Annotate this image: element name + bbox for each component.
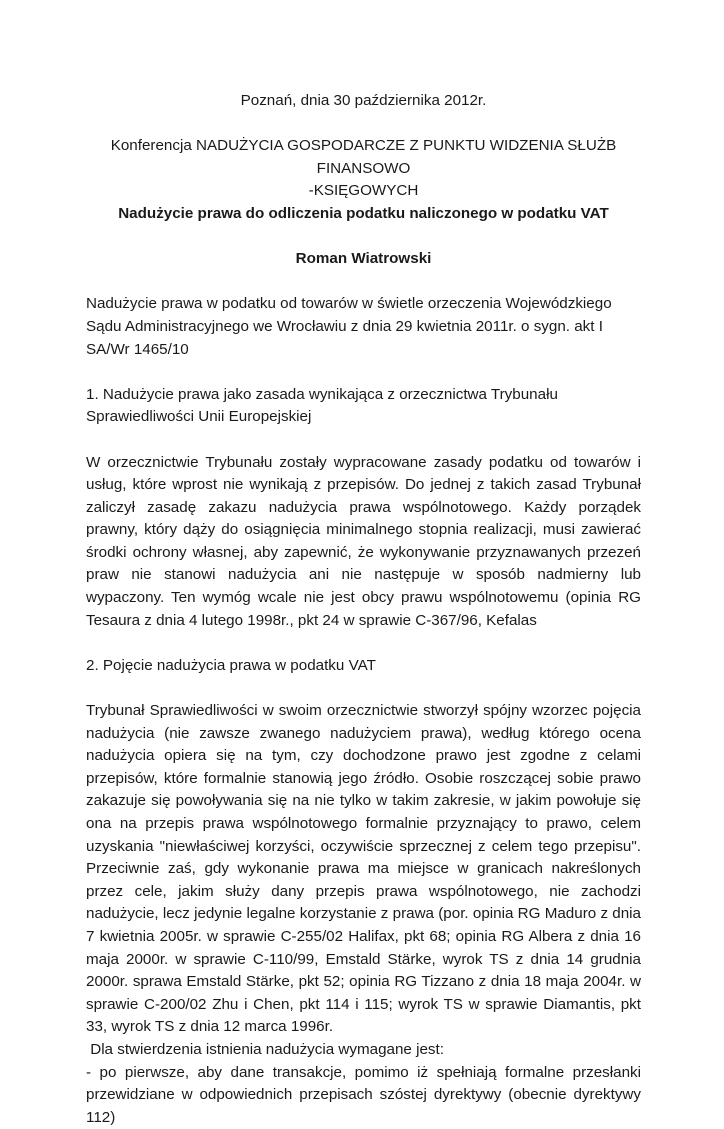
section1-body: W orzecznictwie Trybunału zostały wypracowane zasady podatku od towarów i usług, które wprost nie wynikają z przepisów. Do jednej z takich zasad Trybunał zaliczył zasadę zakazu nadużycia prawa wspólnotowego. Każdy porządek prawny, który dąży do osiągnięcia minimalnego stopnia realizacji, musi zawierać środki ochrony własnej, aby zapewnić, że wykonywanie przyznawanych przezeń praw nie stanowi nadużycia ani nie następuje w sposób nadmierny lub wypaczony. Ten wymóg wcale nie jest obcy prawu wspólnotowemu (opinia RG Tesaura z dnia 4 lutego 1998r., pkt 24 w sprawie C-367/96, Kefalas	[86, 453, 641, 629]
author-name: Roman Wiatrowski	[295, 250, 432, 268]
conference-line-continued: -KSIĘGOWYCH	[308, 182, 419, 200]
document-title: Nadużycie prawa do odliczenia podatku naliczonego w podatku VAT	[118, 204, 609, 222]
document-page	[86, 90, 641, 1129]
requirements-intro: Dla stwierdzenia istnienia nadużycia wymagane jest:	[86, 1040, 444, 1058]
date-line: Poznań, dnia 30 października 2012r.	[240, 92, 487, 109]
conference-line: Konferencja NADUŻYCIA GOSPODARCZE Z PUNKTU WIDZENIA SŁUŻB FINANSOWO	[110, 137, 617, 177]
section2-heading: 2. Pojęcie nadużycia prawa w podatku VAT	[86, 656, 376, 674]
section1-heading: 1. Nadużycie prawa jako zasada wynikająca z orzecznictwa Trybunału Sprawiedliwości Unii Europejskiej	[86, 385, 558, 426]
section2-body: Trybunał Sprawiedliwości w swoim orzecznictwie stworzył spójny wzorzec pojęcia nadużycia (nie zawsze zwanego nadużyciem prawa), według którego ocena nadużycia opiera się na tym, czy dochodzone prawo jest zgodne z celami przepisów, które formalnie stanowią jego źródło. Osobie roszczącej sobie prawo zakazuje się powoływania się na nie tylko w takim zakresie, w jakim powołuje się ona na przepis prawa wspólnotowego formalnie przyznający to prawo, celem uzyskania "niewłaściwej korzyści, oczywiście sprzecznej z celem tego przepisu". Przeciwnie zaś, gdy wykonanie prawa ma miejsce w granicach nakreślonych przez cele, jakim służy dany przepis prawa wspólnotowego, nie zachodzi nadużycie, lecz jedynie legalne korzystanie z prawa (por. opinia RG Maduro z dnia 7 kwietnia 2005r. w sprawie C-255/02 Halifax, pkt 68; opinia RG Albera z dnia 16 maja 2000r. w sprawie C-110/99, Emstald Stärke, wyrok TS z dnia 14 grudnia 2000r. sprawa Emstald Stärke, pkt 52; opinia RG Tizzano z dnia 18 maja 2004r. w sprawie C-200/02 Zhu i Chen, pkt 114 i 115; wyrok TS w sprawie Diamantis, pkt 33, wyrok TS z dnia 12 marca 1996r.	[86, 702, 641, 1036]
requirement-item: - po pierwsze, aby dane transakcje, pomimo iż spełniają formalne przesłanki przewidziane w odpowiednich przepisach szóstej dyrektywy (obecnie dyrektywy 112)	[86, 1063, 641, 1126]
intro-paragraph: Nadużycie prawa w podatku od towarów w świetle orzeczenia Wojewódzkiego Sądu Administracyjnego we Wrocławiu z dnia 29 kwietnia 2011r. o sygn. akt I SA/Wr 1465/10	[86, 295, 612, 358]
